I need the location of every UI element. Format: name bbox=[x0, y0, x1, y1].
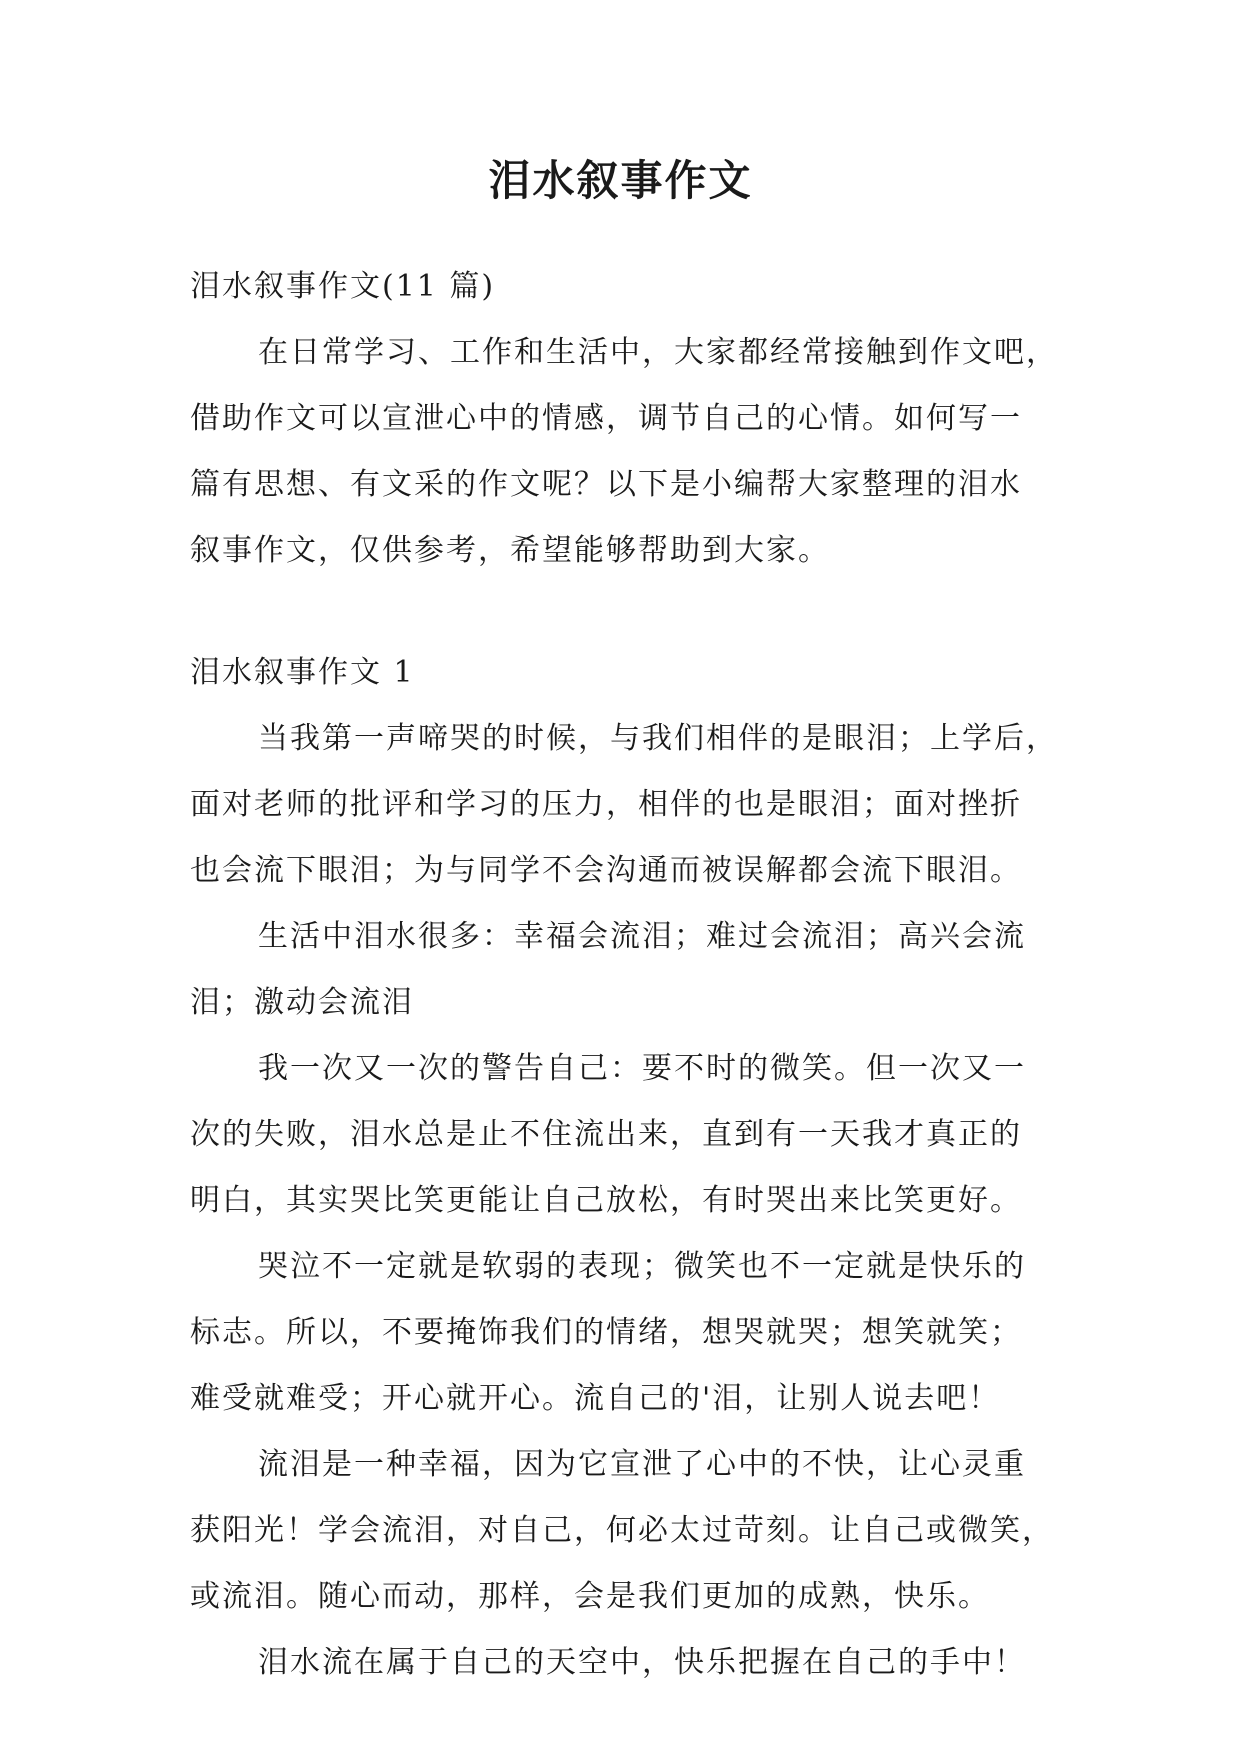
paragraph-line: 我一次又一次的警告自己：要不时的微笑。但一次又一 bbox=[258, 1051, 1026, 1086]
intro-line: 在日常学习、工作和生活中，大家都经常接触到作文吧， bbox=[258, 335, 1058, 370]
paragraph-line: 泪水流在属于自己的天空中，快乐把握在自己的手中！ bbox=[258, 1645, 1026, 1680]
paragraph-2 bbox=[190, 904, 1060, 1036]
paragraph-line: 面对老师的批评和学习的压力，相伴的也是眼泪；面对挫折 bbox=[190, 787, 1022, 822]
intro-paragraph bbox=[190, 320, 1060, 584]
paragraph-line: 当我第一声啼哭的时候，与我们相伴的是眼泪；上学后， bbox=[258, 721, 1058, 756]
paragraph-6 bbox=[190, 1630, 1060, 1696]
paragraph-line: 流泪是一种幸福，因为它宣泄了心中的不快，让心灵重 bbox=[258, 1447, 1026, 1482]
intro-line: 叙事作文，仅供参考，希望能够帮助到大家。 bbox=[190, 533, 830, 568]
paragraph-line: 难受就难受；开心就开心。流自己的'泪，让别人说去吧！ bbox=[190, 1381, 1001, 1416]
paragraph-line: 明白，其实哭比笑更能让自己放松，有时哭出来比笑更好。 bbox=[190, 1183, 1022, 1218]
paragraph-5 bbox=[190, 1432, 1060, 1630]
subtitle: 泪水叙事作文(11 篇) bbox=[190, 269, 496, 304]
intro-line: 篇有思想、有文采的作文呢？以下是小编帮大家整理的泪水 bbox=[190, 467, 1022, 502]
paragraph-line: 生活中泪水很多：幸福会流泪；难过会流泪；高兴会流 bbox=[258, 919, 1026, 954]
paragraph-line: 哭泣不一定就是软弱的表现；微笑也不一定就是快乐的 bbox=[258, 1249, 1026, 1284]
paragraph-line: 次的失败，泪水总是止不住流出来，直到有一天我才真正的 bbox=[190, 1117, 1022, 1152]
intro-line: 借助作文可以宣泄心中的情感，调节自己的心情。如何写一 bbox=[190, 401, 1022, 436]
section-heading: 泪水叙事作文 1 bbox=[190, 655, 415, 690]
section-spacer bbox=[190, 584, 1060, 640]
paragraph-line: 泪；激动会流泪 bbox=[190, 985, 414, 1020]
paragraph-line: 也会流下眼泪；为与同学不会沟通而被误解都会流下眼泪。 bbox=[190, 853, 1022, 888]
paragraph-line: 标志。所以，不要掩饰我们的情绪，想哭就哭；想笑就笑； bbox=[190, 1315, 1022, 1350]
paragraph-1 bbox=[190, 706, 1060, 904]
paragraph-line: 获阳光！学会流泪，对自己，何必太过苛刻。让自己或微笑， bbox=[190, 1513, 1054, 1548]
paragraph-line: 或流泪。随心而动，那样，会是我们更加的成熟，快乐。 bbox=[190, 1579, 990, 1614]
paragraph-4 bbox=[190, 1234, 1060, 1432]
document-title: 泪水叙事作文 bbox=[488, 156, 753, 205]
document-body bbox=[190, 254, 1060, 1696]
paragraph-3 bbox=[190, 1036, 1060, 1234]
